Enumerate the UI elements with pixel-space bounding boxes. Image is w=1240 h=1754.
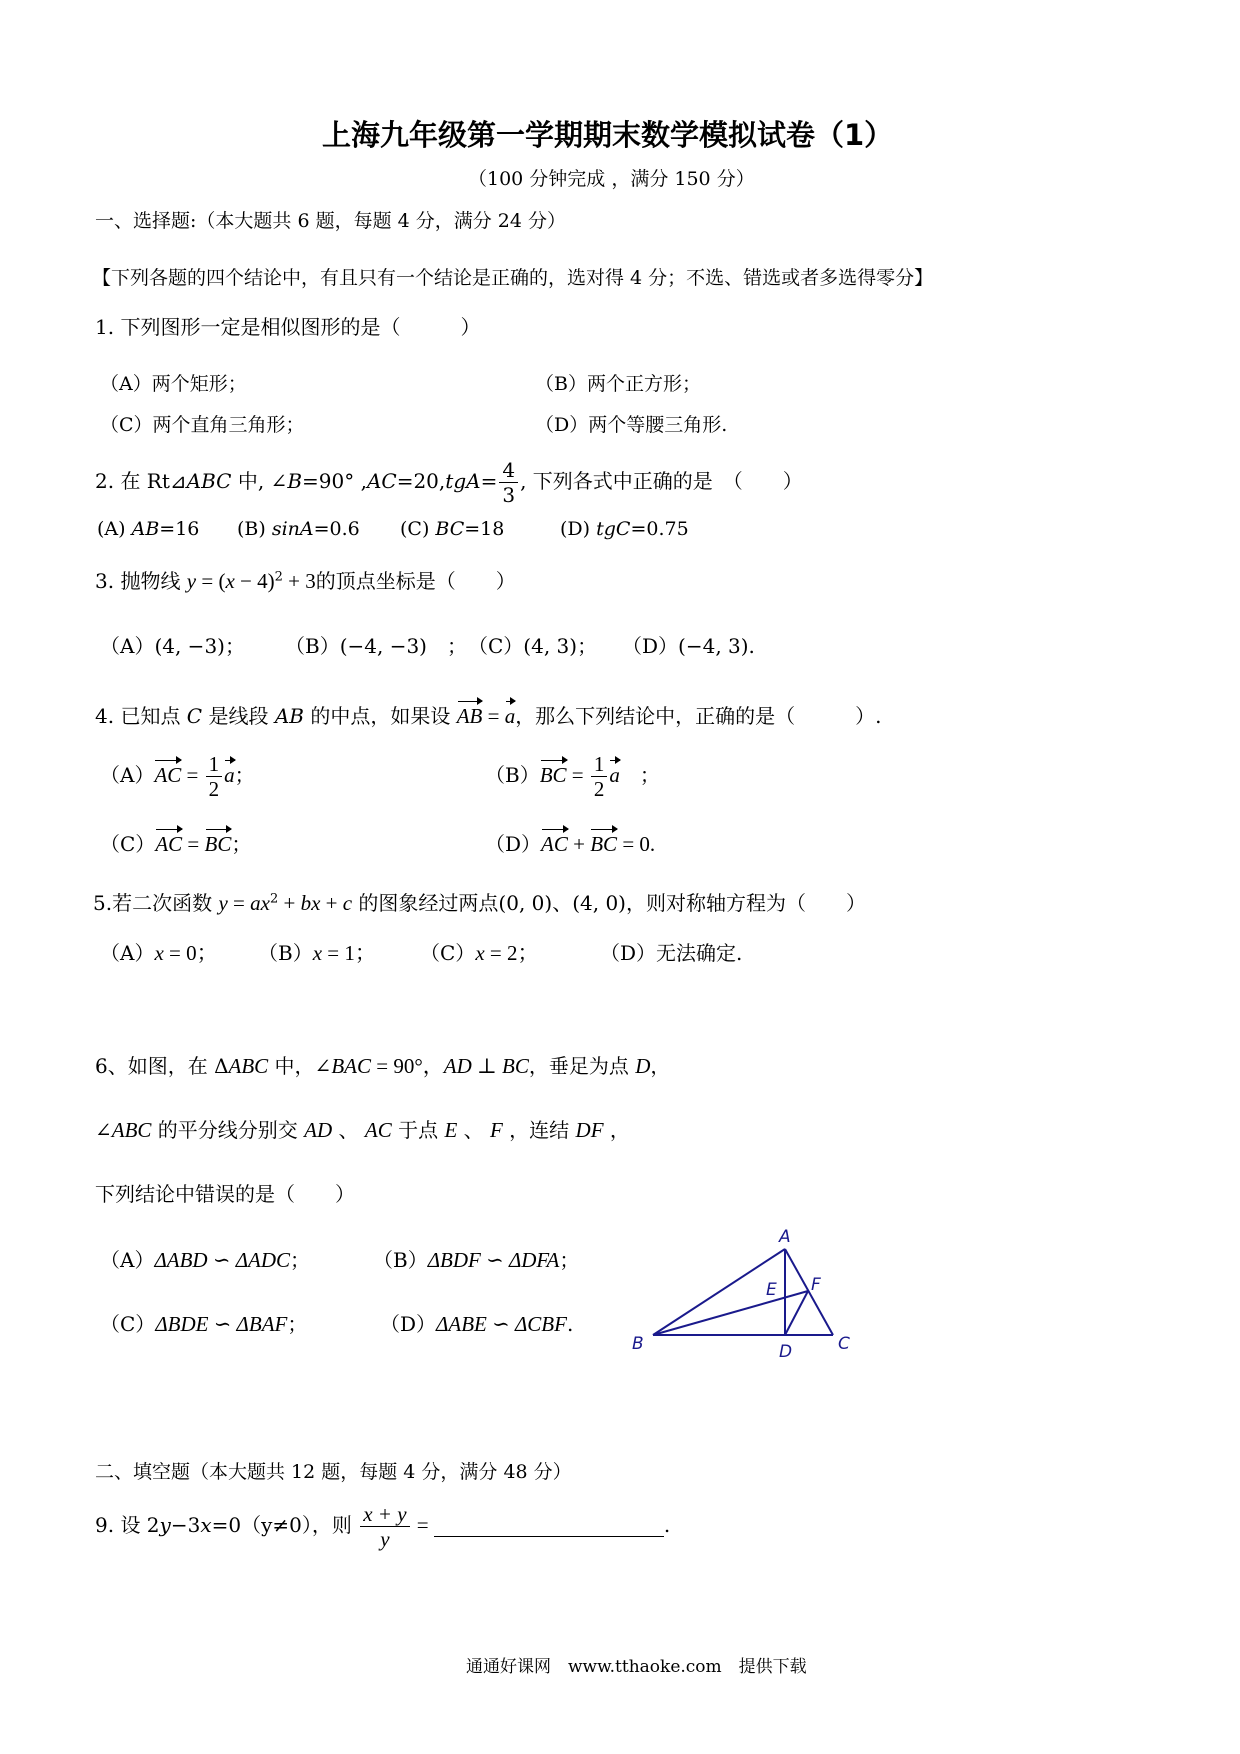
q6-line2: ∠ABC 的平分线分别交 AD 、 AC 于点 E 、 F ，连结 DF ， [95, 1118, 630, 1142]
q5-option-a: （A）x = 0； [100, 941, 218, 965]
page-footer: 通通好课网 www.tthaoke.com 提供下载 [466, 1657, 807, 1677]
vector-a: a [504, 704, 516, 728]
q6-option-a: （A）ΔABD ∽ ΔADC； [100, 1248, 311, 1272]
q9-stem: 9. 设 2y−3x=0（y≠0），则 $\frac{x + y}{y}$ = . [95, 1502, 671, 1551]
section2-heading: 二、填空题（本大题共 12 题，每题 4 分，满分 48 分） [95, 1461, 572, 1483]
vector-ab: AB [456, 704, 483, 728]
page-subtitle: （100 分钟完成 ，满分 150 分） [468, 168, 755, 190]
q3-stem: 3. 抛物线 $y = (x - 4)^2 + 3$的顶点坐标是（ ） [95, 569, 516, 593]
q1-option-d: （D）两个等腰三角形. [535, 414, 728, 436]
q2-fraction: $\frac{4}{3}$ [499, 458, 518, 507]
q3-option-c: （C）(4, 3)； [468, 634, 598, 658]
section1-heading: 一、选择题:（本大题共 6 题，每题 4 分，满分 24 分） [95, 210, 566, 232]
q5-option-b: （B）x = 1； [258, 941, 376, 965]
q2-stem: 2. 在 Rt⊿ABC 中, ∠B=90° ,AC=20,tgA= $\frac{4}{3}$ , 下列各式中正确的是 （ ） [95, 458, 803, 507]
q3-option-b: （B）(−4, −3) ； [285, 634, 467, 658]
q4-option-d: （D）AC + BC = 0. [485, 832, 656, 856]
label-b: B [632, 1334, 644, 1354]
q3-option-d: （D）(−4, 3). [622, 634, 755, 658]
q2-option-b: (B) sinA=0.6 [237, 518, 360, 540]
q1-option-c: （C）两个直角三角形； [100, 414, 305, 436]
q4-option-c: （C）AC = BC； [100, 832, 252, 856]
q2-option-c: (C) BC=18 [400, 518, 505, 540]
label-c: C [838, 1334, 850, 1354]
q6-option-b: （B）ΔBDF ∽ ΔDFA； [373, 1248, 580, 1272]
q9-fraction: $\frac{x + y}{y}$ [360, 1502, 409, 1551]
label-d: D [779, 1342, 793, 1362]
q6-option-c: （C）ΔBDE ∽ ΔBAF； [100, 1312, 308, 1336]
q4-option-b: （B）BC = $\frac{1}{2}$ a ； [485, 752, 660, 801]
q1-option-a: （A）两个矩形； [100, 373, 247, 395]
page-title: 上海九年级第一学期期末数学模拟试卷（1） [322, 118, 894, 152]
q2-option-d: (D) tgC=0.75 [560, 518, 689, 540]
q9-answer-blank[interactable] [434, 1516, 664, 1537]
q5-option-d: （D）无法确定. [600, 941, 743, 965]
q5-option-c: （C）x = 2； [420, 941, 539, 965]
q3-option-a: （A）(4, −3)； [100, 634, 245, 658]
q2-option-a: (A) AB=16 [97, 518, 200, 540]
label-a: A [779, 1227, 791, 1247]
q6-line3: 下列结论中错误的是（ ） [95, 1182, 355, 1206]
q4-option-a: （A）AC = $\frac{1}{2}$ a； [100, 752, 255, 801]
q5-stem: 5.若二次函数 $y = ax^2$ + bx + c 的图象经过两点(0, 0)、(4, 0)，则对称轴方程为（ ） [93, 891, 866, 915]
triangle-figure [620, 1222, 870, 1362]
triangle-lines [653, 1249, 833, 1335]
section1-instruction: 【下列各题的四个结论中，有且只有一个结论是正确的，选对得 4 分；不选、错选或者多选得零分】 [92, 267, 934, 289]
q4-stem: 4. 已知点 C 是线段 AB 的中点，如果设 AB = a，那么下列结论中，正确的是（ ）. [95, 704, 882, 728]
label-e: E [766, 1280, 777, 1300]
q1-stem: 1. 下列图形一定是相似图形的是（ ） [95, 315, 481, 339]
q6-line1: 6、如图，在 ΔABC 中，∠BAC = 90°，AD ⊥ BC，垂足为点 D， [95, 1054, 671, 1078]
label-f: F [811, 1275, 821, 1295]
segment-df [785, 1291, 808, 1335]
q6-option-d: （D）ΔABE ∽ ΔCBF. [380, 1312, 574, 1336]
q1-option-b: （B）两个正方形； [535, 373, 701, 395]
